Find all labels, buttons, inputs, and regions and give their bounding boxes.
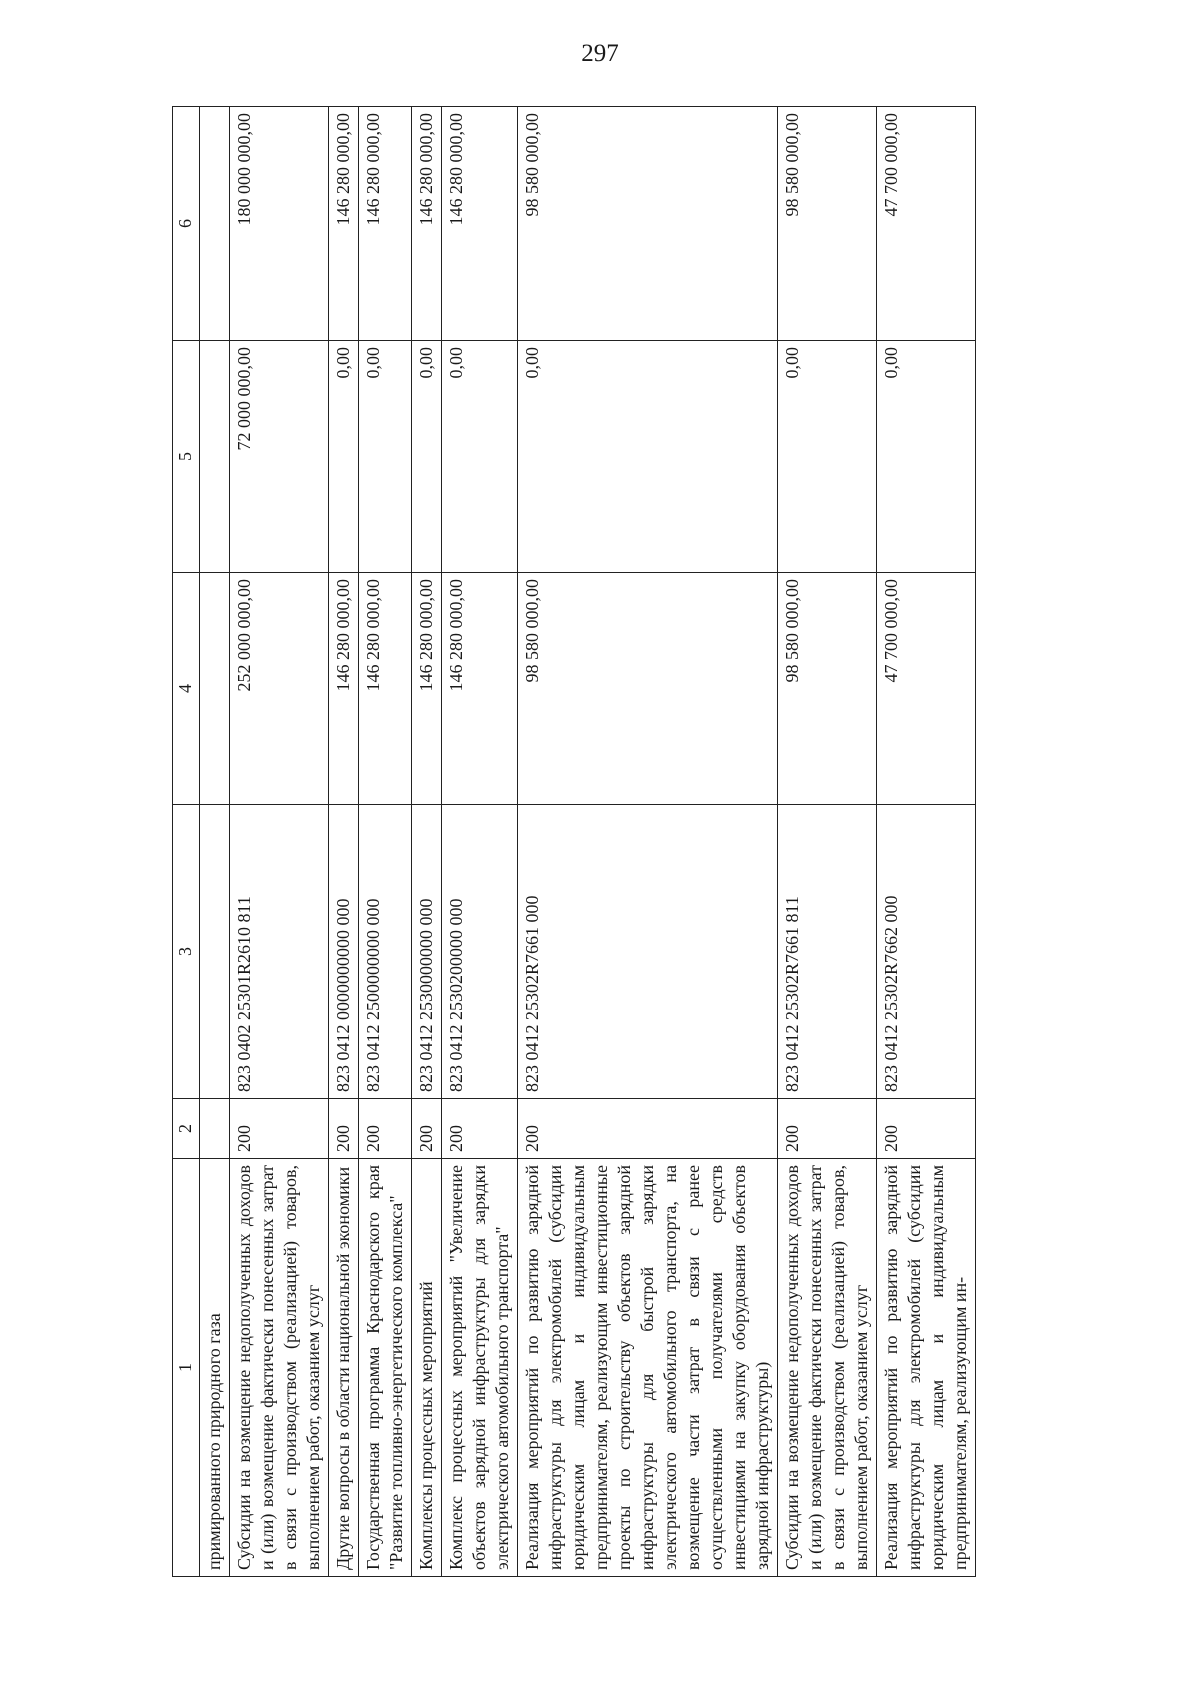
row-value-4: 146 280 000,00 bbox=[442, 573, 518, 805]
row-name: Реализация мероприятий по развитию зарядной инфраструктуры для электромобилей (субсидии юридическим лицам и индивидуальным предпринимателям, реализующим ин- bbox=[877, 1159, 976, 1577]
row-value-6: 146 280 000,00 bbox=[329, 107, 359, 341]
row-name: Реализация мероприятий по развитию зарядной инфраструктуры для электромобилей (субсидии юридическим лицам и индивидуальным предпринимателям, реализующим инвестиционные проекты по строительству объектов зарядной инфраструктуры для быстрой зарядки электрического автомобильного транспорта, на возмещение части затрат в связи с ранее осуществленными получателями средств инвестициями на закупку оборудования объектов зарядной инфраструктуры) bbox=[518, 1159, 778, 1577]
row-value-5: 0,00 bbox=[359, 341, 412, 573]
column-header-4: 4 bbox=[173, 573, 200, 805]
table-row bbox=[200, 107, 230, 1577]
row-name: Государственная программа Краснодарского края "Развитие топливно-энергетического комплекса" bbox=[359, 1159, 412, 1577]
row-name: Субсидии на возмещение недополученных доходов и (или) возмещение фактически понесенных затрат в связи с производством (реализацией) товаров, выполнением работ, оказанием услуг bbox=[778, 1159, 877, 1577]
row-code: 823 0412 25302R7661 811 bbox=[778, 805, 877, 1099]
column-header-6: 6 bbox=[173, 107, 200, 341]
row-value-4: 98 580 000,00 bbox=[778, 573, 877, 805]
row-value-5: 0,00 bbox=[518, 341, 778, 573]
row-code: 823 0412 25302R7661 000 bbox=[518, 805, 778, 1099]
row-value-5: 0,00 bbox=[412, 341, 442, 573]
row-value-5: 72 000 000,00 bbox=[230, 341, 329, 573]
row-code: 823 0412 2530200000 000 bbox=[442, 805, 518, 1099]
row-value-4: 146 280 000,00 bbox=[359, 573, 412, 805]
row-name: Комплекс процессных мероприятий "Увеличение объектов зарядной инфраструктуры для зарядки электрического автомобильного транспорта" bbox=[442, 1159, 518, 1577]
row-value-5: 0,00 bbox=[442, 341, 518, 573]
row-value-5: 0,00 bbox=[778, 341, 877, 573]
budget-table bbox=[172, 106, 976, 1577]
row-value-6: 180 000 000,00 bbox=[230, 107, 329, 341]
table-row bbox=[230, 107, 329, 1577]
column-header-5: 5 bbox=[173, 341, 200, 573]
row-name: Другие вопросы в области национальной экономики bbox=[329, 1159, 359, 1577]
table-row bbox=[518, 107, 778, 1577]
row-name: Субсидии на возмещение недополученных доходов и (или) возмещение фактически понесенных затрат в связи с производством (реализацией) товаров, выполнением работ, оказанием услуг bbox=[230, 1159, 329, 1577]
row-value-6: 98 580 000,00 bbox=[778, 107, 877, 341]
table-row bbox=[329, 107, 359, 1577]
row-name: примированного природного газа bbox=[200, 1159, 230, 1577]
column-header-3: 3 bbox=[173, 805, 200, 1099]
rotated-table-container bbox=[172, 107, 1044, 1577]
row-col2: 200 bbox=[329, 1099, 359, 1159]
row-value-6: 146 280 000,00 bbox=[359, 107, 412, 341]
row-value-4: 146 280 000,00 bbox=[329, 573, 359, 805]
row-value-5 bbox=[200, 341, 230, 573]
table-row bbox=[412, 107, 442, 1577]
row-value-6: 47 700 000,00 bbox=[877, 107, 976, 341]
row-code: 823 0412 0000000000 000 bbox=[329, 805, 359, 1099]
column-header-2: 2 bbox=[173, 1099, 200, 1159]
table-row bbox=[359, 107, 412, 1577]
row-code: 823 0402 25301R2610 811 bbox=[230, 805, 329, 1099]
row-value-6 bbox=[200, 107, 230, 341]
row-code: 823 0412 25302R7662 000 bbox=[877, 805, 976, 1099]
row-col2: 200 bbox=[877, 1099, 976, 1159]
table-row bbox=[877, 107, 976, 1577]
table-row bbox=[778, 107, 877, 1577]
row-col2: 200 bbox=[442, 1099, 518, 1159]
row-col2: 200 bbox=[518, 1099, 778, 1159]
row-value-5: 0,00 bbox=[329, 341, 359, 573]
row-value-4: 98 580 000,00 bbox=[518, 573, 778, 805]
row-code bbox=[200, 805, 230, 1099]
row-value-4: 252 000 000,00 bbox=[230, 573, 329, 805]
row-code: 823 0412 2500000000 000 bbox=[359, 805, 412, 1099]
row-value-6: 146 280 000,00 bbox=[442, 107, 518, 341]
row-col2: 200 bbox=[230, 1099, 329, 1159]
row-col2: 200 bbox=[412, 1099, 442, 1159]
row-value-5: 0,00 bbox=[877, 341, 976, 573]
row-value-4: 47 700 000,00 bbox=[877, 573, 976, 805]
row-col2: 200 bbox=[778, 1099, 877, 1159]
column-header-1: 1 bbox=[173, 1159, 200, 1577]
row-col2 bbox=[200, 1099, 230, 1159]
row-col2: 200 bbox=[359, 1099, 412, 1159]
page-number: 297 bbox=[581, 40, 619, 67]
row-name: Комплексы процессных мероприятий bbox=[412, 1159, 442, 1577]
row-value-4 bbox=[200, 573, 230, 805]
header-row bbox=[173, 107, 200, 1577]
row-value-4: 146 280 000,00 bbox=[412, 573, 442, 805]
row-value-6: 98 580 000,00 bbox=[518, 107, 778, 341]
table-row bbox=[442, 107, 518, 1577]
row-code: 823 0412 2530000000 000 bbox=[412, 805, 442, 1099]
row-value-6: 146 280 000,00 bbox=[412, 107, 442, 341]
